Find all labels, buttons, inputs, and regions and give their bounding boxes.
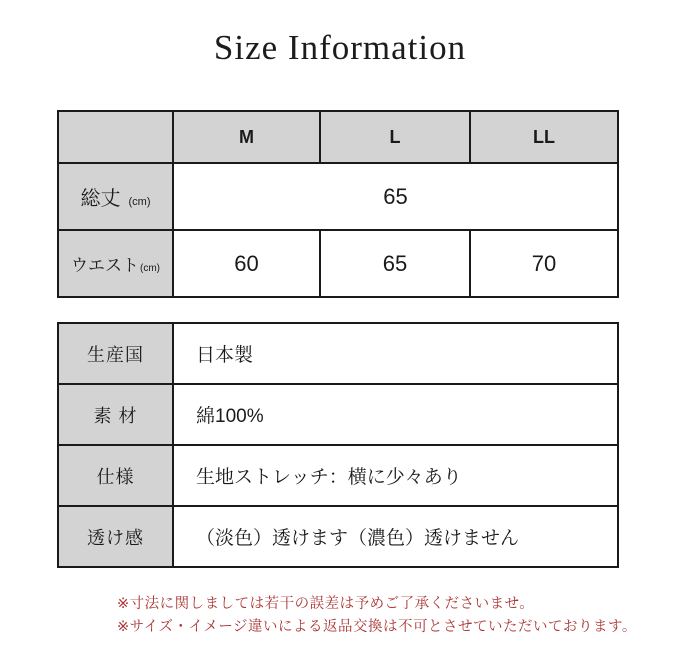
spec-value-country: 日本製 <box>173 323 618 384</box>
spec-value-material: 綿100% <box>173 384 618 445</box>
footnotes <box>117 593 637 639</box>
waist-value-l: 65 <box>320 230 470 297</box>
row-label-unit: (cm) <box>128 196 151 208</box>
table-row-total-length <box>58 163 618 230</box>
spec-value-spec: 生地ストレッチ：横に少々あり <box>173 445 618 506</box>
table-row-sheerness <box>58 506 618 567</box>
row-label-text: 総丈 <box>80 188 121 210</box>
table-row-waist <box>58 230 618 297</box>
size-table-corner-cell <box>58 111 173 163</box>
waist-value-m: 60 <box>173 230 320 297</box>
footnote-return-policy: ※サイズ・イメージ違いによる返品交換は不可とさせていただいております。 <box>117 619 637 635</box>
size-table-header-row <box>58 111 618 163</box>
row-label-text: ウエスト <box>71 256 139 275</box>
row-label-unit: (cm) <box>140 263 160 274</box>
table-row-spec <box>58 445 618 506</box>
table-row-material <box>58 384 618 445</box>
page-title: Size Information <box>213 28 467 67</box>
spec-label-country: 生産国 <box>58 323 173 384</box>
spec-table <box>57 322 619 568</box>
footnote-measurement-disclaimer: ※寸法に関しましては若干の誤差は予めご了承くださいませ。 <box>117 596 535 612</box>
size-column-header-ll: LL <box>470 111 618 163</box>
spec-value-sheerness: （淡色）透けます（濃色）透けません <box>173 506 618 567</box>
size-table <box>57 110 619 298</box>
size-column-header-m: M <box>173 111 320 163</box>
row-label-total-length <box>58 163 173 230</box>
row-label-waist <box>58 230 173 297</box>
waist-value-ll: 70 <box>470 230 618 297</box>
size-column-header-l: L <box>320 111 470 163</box>
total-length-value: 65 <box>173 163 618 230</box>
spec-label-material: 素 材 <box>58 384 173 445</box>
spec-label-spec: 仕様 <box>58 445 173 506</box>
table-row-country <box>58 323 618 384</box>
spec-label-sheerness: 透け感 <box>58 506 173 567</box>
